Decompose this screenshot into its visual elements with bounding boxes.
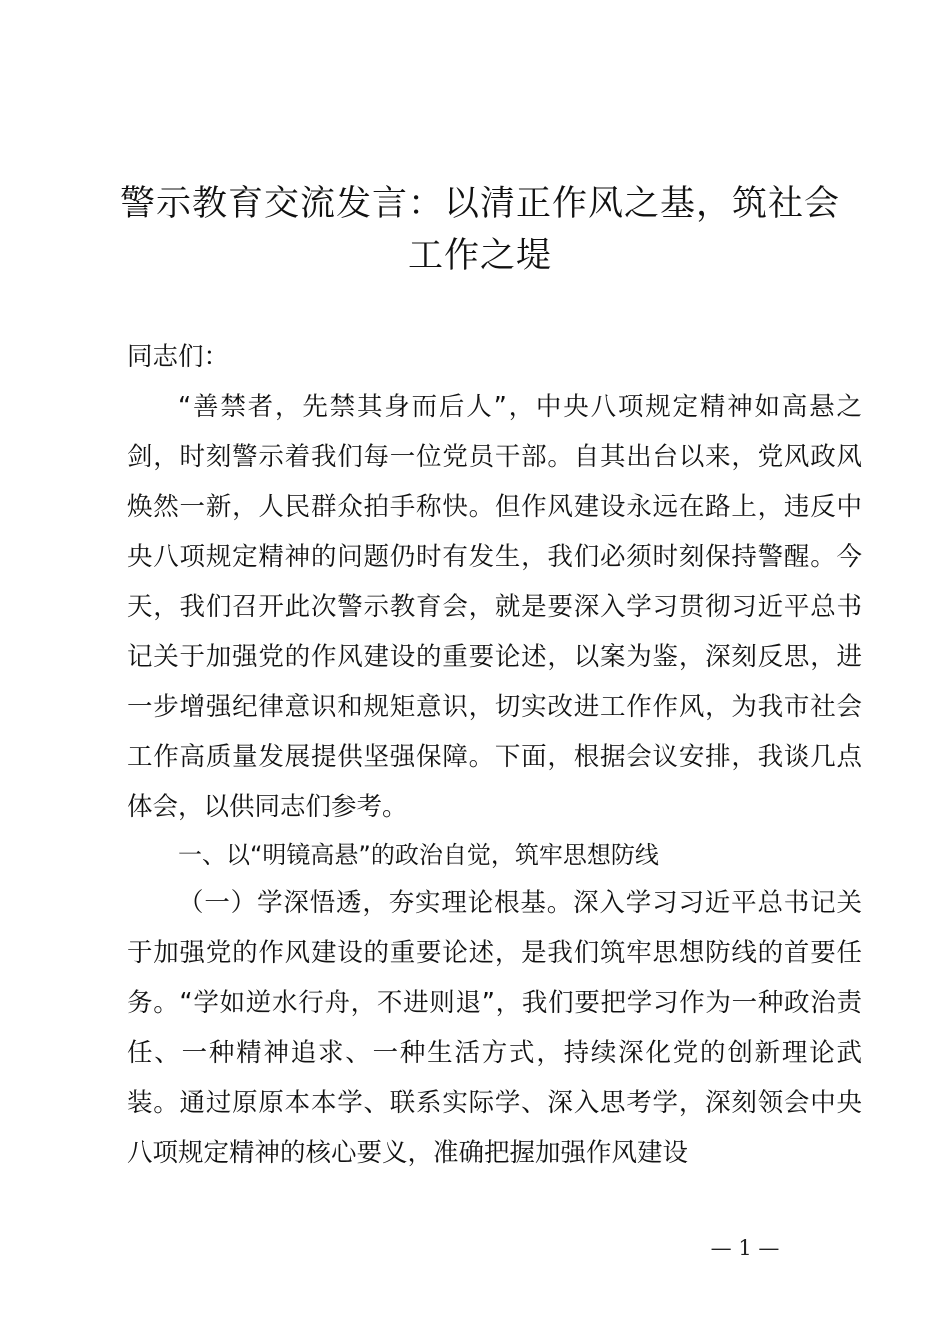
salutation: 同志们： (127, 342, 230, 372)
document-title: 警示教育交流发言：以清正作风之基，筑社会工作之堤 (119, 184, 840, 276)
body-paragraph-2: （一）学深悟透，夯实理论根基。深入学习习近平总书记关于加强党的作风建设的重要论述，是我们筑牢思想防线的首要任务。“学如逆水行舟，不进则退”，我们要把学习作为一种政治责任、一种精神追求、一种生活方式，持续深化党的创新理论武装。通过原原本本学、联系实际学、深入思考学，深刻领会中央八项规定精神的核心要义，准确把握加强作风建设 (127, 888, 862, 1168)
section-heading-1: 一、以“明镜高悬”的政治自觉，筑牢思想防线 (178, 841, 659, 869)
body-paragraph-1: “善禁者，先禁其身而后人”，中央八项规定精神如高悬之剑，时刻警示着我们每一位党员干部。自其出台以来，党风政风焕然一新，人民群众拍手称快。但作风建设永远在路上，违反中央八项规定精神的问题仍时有发生，我们必须时刻保持警醒。今天，我们召开此次警示教育会，就是要深入学习贯彻习近平总书记关于加强党的作风建设的重要论述，以案为鉴，深刻反思，进一步增强纪律意识和规矩意识，切实改进工作作风，为我市社会工作高质量发展提供坚强保障。下面，根据会议安排，我谈几点体会，以供同志们参考。 (127, 392, 862, 822)
page-number: — 1 — (710, 1236, 780, 1260)
